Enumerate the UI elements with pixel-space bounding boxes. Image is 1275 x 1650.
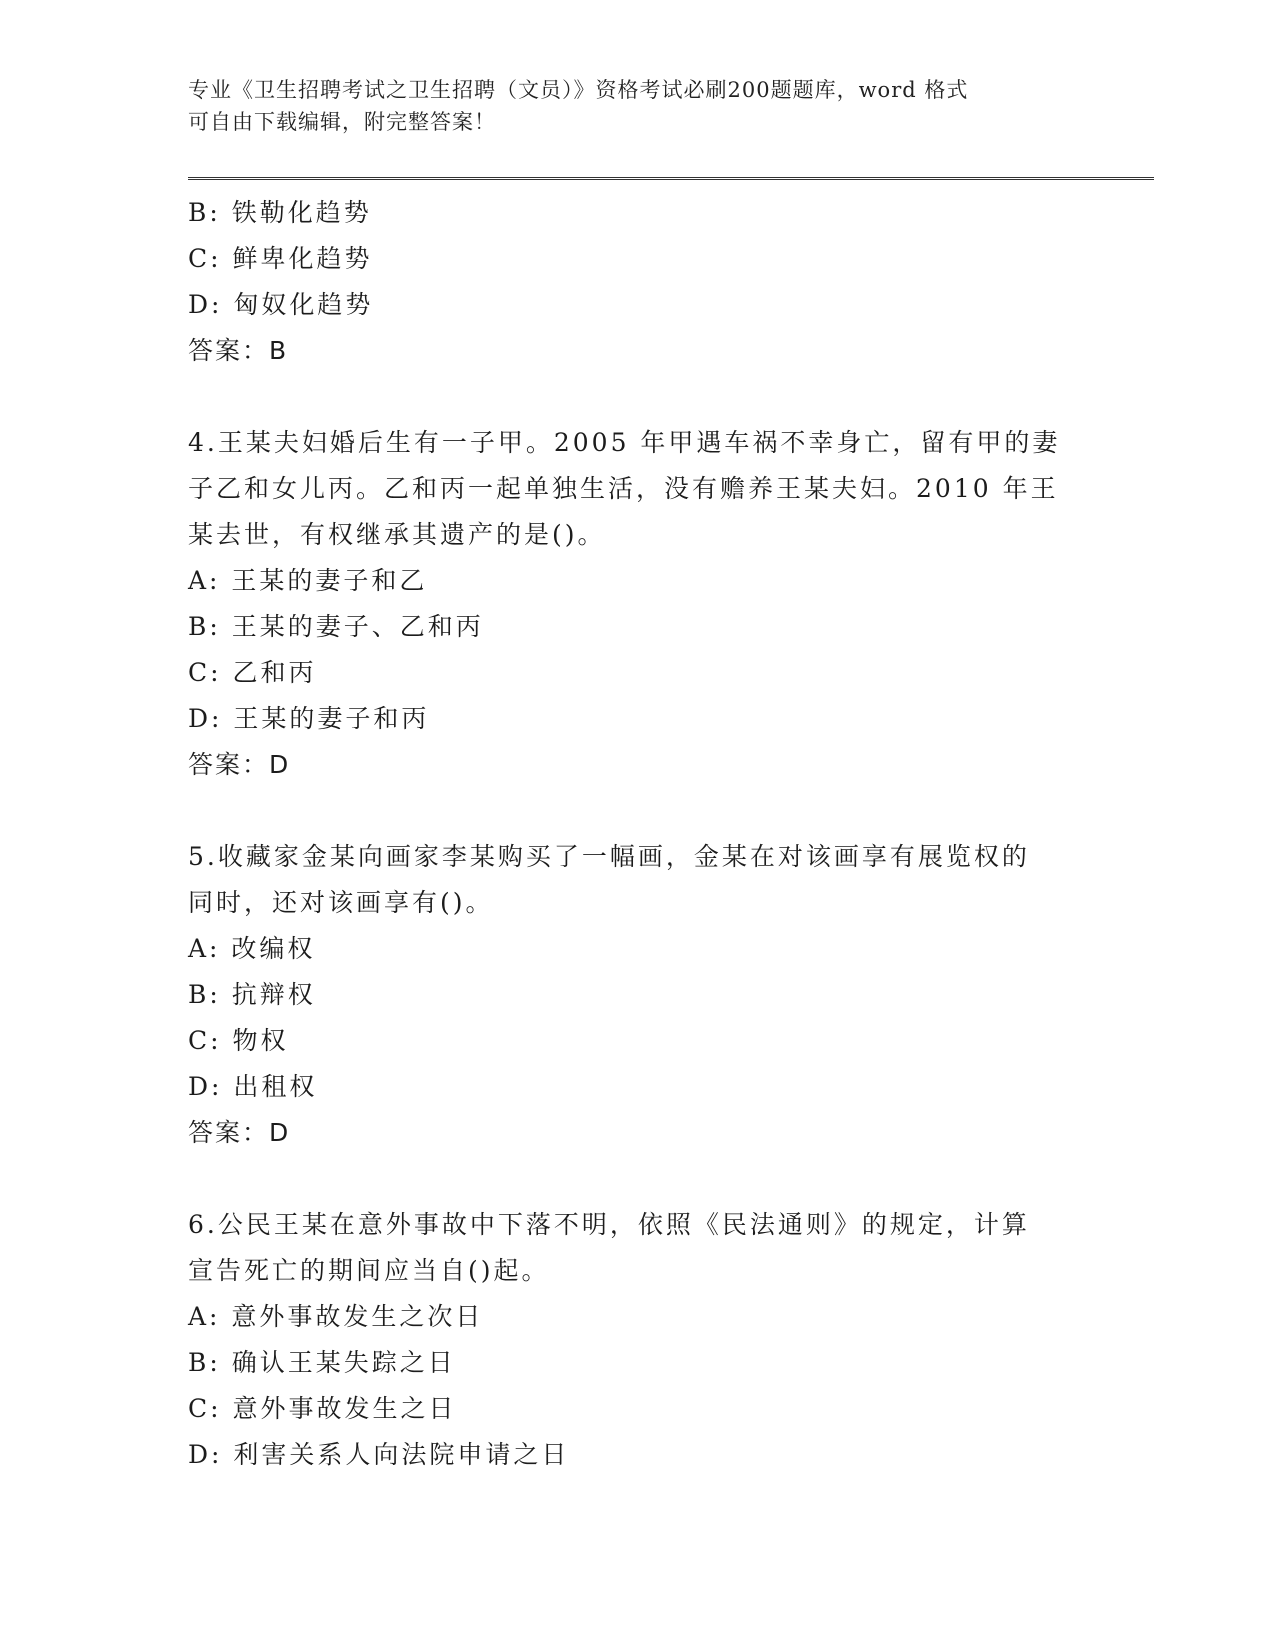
question-4 — [188, 420, 1068, 788]
option-c: C: 乙和丙 — [188, 658, 317, 687]
option-d: D: 匈奴化趋势 — [188, 290, 374, 319]
document-header — [188, 74, 1068, 138]
option-b: B: 抗辩权 — [188, 980, 316, 1009]
option-c: C: 鲜卑化趋势 — [188, 244, 373, 273]
option-c: C: 意外事故发生之日 — [188, 1394, 457, 1423]
option-d: D: 利害关系人向法院申请之日 — [188, 1440, 570, 1469]
question-text-line: 5.收藏家金某向画家李某购买了一幅画，金某在对该画享有展览权的 — [188, 842, 1030, 871]
answer: 答案：D — [188, 750, 291, 779]
option-a: A: 改编权 — [188, 934, 316, 963]
answer: 答案：B — [188, 336, 289, 365]
document-body — [188, 190, 1068, 1478]
question-text-line: 子乙和女儿丙。乙和丙一起单独生活，没有赡养王某夫妇。2010 年王 — [188, 474, 1059, 503]
question-5 — [188, 834, 1068, 1156]
question-6 — [188, 1202, 1068, 1478]
option-b: B: 铁勒化趋势 — [188, 198, 372, 227]
question-text-line: 某去世，有权继承其遗产的是()。 — [188, 520, 606, 549]
answer: 答案：D — [188, 1118, 291, 1147]
question-text-line: 6.公民王某在意外事故中下落不明，依照《民法通则》的规定，计算 — [188, 1210, 1030, 1239]
option-b: B: 王某的妻子、乙和丙 — [188, 612, 484, 641]
option-c: C: 物权 — [188, 1026, 289, 1055]
question-text — [188, 1202, 1068, 1294]
question-text-line: 宣告死亡的期间应当自()起。 — [188, 1256, 550, 1285]
question-3-continued — [188, 190, 1068, 374]
question-text-line: 4.王某夫妇婚后生有一子甲。2005 年甲遇车祸不幸身亡，留有甲的妻 — [188, 428, 1061, 457]
option-a: A: 意外事故发生之次日 — [188, 1302, 484, 1331]
option-b: B: 确认王某失踪之日 — [188, 1348, 456, 1377]
header-line-2: 可自由下载编辑，附完整答案！ — [188, 110, 496, 134]
option-d: D: 王某的妻子和丙 — [188, 704, 430, 733]
question-text-line: 同时，还对该画享有()。 — [188, 888, 494, 917]
header-divider — [188, 177, 1154, 180]
question-text — [188, 834, 1068, 926]
question-text — [188, 420, 1068, 558]
option-d: D: 出租权 — [188, 1072, 318, 1101]
option-a: A: 王某的妻子和乙 — [188, 566, 428, 595]
header-line-1: 专业《卫生招聘考试之卫生招聘（文员）》资格考试必刷200题题库，word 格式 — [188, 78, 969, 102]
